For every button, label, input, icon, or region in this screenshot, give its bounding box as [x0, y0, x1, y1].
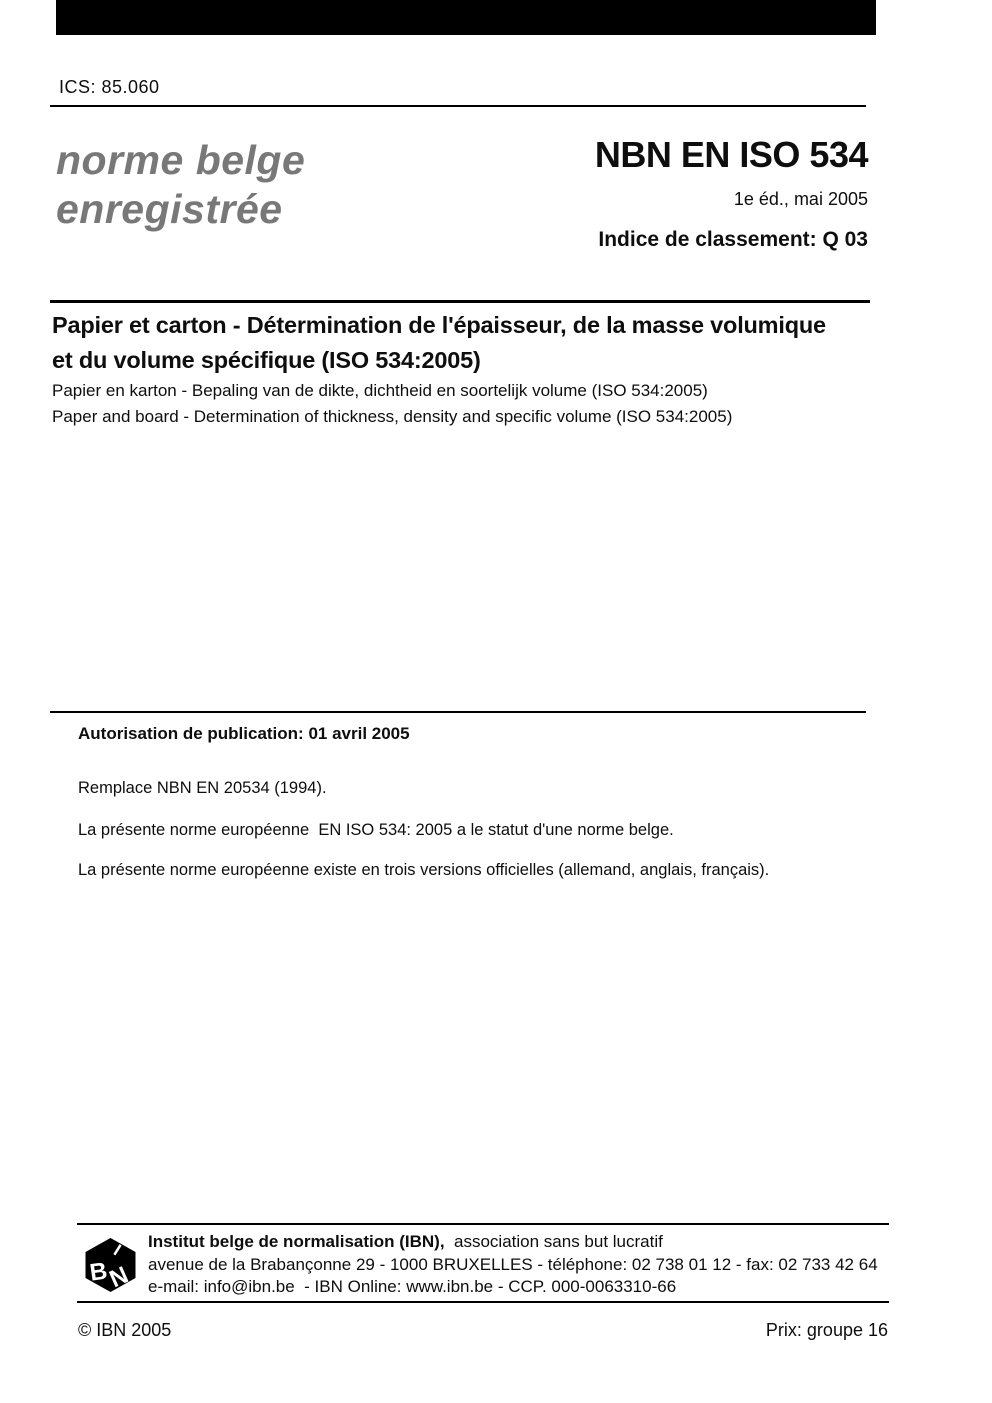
publisher-contact: e-mail: info@ibn.be - IBN Online: www.ibn.be - CCP. 000-0063310-66	[148, 1277, 677, 1296]
footer-bottom-rule	[77, 1301, 889, 1303]
status-line-1: norme belge	[56, 137, 306, 183]
ibn-logo-letter-n: N	[105, 1261, 133, 1293]
title-fr-line-1: Papier et carton - Détermination de l'épaisseur, de la masse volumique	[52, 312, 826, 338]
footer-top-rule	[77, 1223, 889, 1225]
classification-index: Indice de classement: Q 03	[598, 228, 868, 251]
publisher-block	[148, 1231, 878, 1299]
title-rule	[50, 300, 870, 303]
title-fr	[52, 308, 826, 378]
status-line-2: enregistrée	[56, 186, 283, 232]
ibn-cube-icon	[84, 1237, 137, 1293]
authorization-date: Autorisation de publication: 01 avril 2005	[78, 724, 410, 743]
ics-code: ICS: 85.060	[59, 77, 160, 97]
publisher-org-type: association sans but lucratif	[444, 1232, 663, 1251]
publisher-address: avenue de la Brabançonne 29 - 1000 BRUXELLES - téléphone: 02 738 01 12 - fax: 02 733 42 64	[148, 1254, 878, 1274]
copyright-notice: © IBN 2005	[78, 1320, 172, 1340]
standard-number: NBN EN ISO 534	[594, 134, 868, 175]
price-group: Prix: groupe 16	[765, 1320, 888, 1340]
document-status	[56, 136, 305, 234]
title-nl: Papier en karton - Bepaling van de dikte, dichtheid en soortelijk volume (ISO 534:2005)	[52, 381, 708, 400]
authorization-rule	[50, 711, 866, 713]
top-registration-bar	[56, 0, 876, 35]
versions-note: La présente norme européenne existe en trois versions officielles (allemand, anglais, français).	[78, 861, 770, 879]
edition-date: 1e éd., mai 2005	[733, 189, 868, 209]
publisher-org-line	[148, 1231, 878, 1254]
status-note: La présente norme européenne EN ISO 534: 2005 a le statut d'une norme belge.	[78, 821, 674, 839]
title-en: Paper and board - Determination of thickness, density and specific volume (ISO 534:2005)	[52, 407, 733, 426]
ibn-logo-letter-b: B	[88, 1257, 110, 1287]
replacement-note: Remplace NBN EN 20534 (1994).	[78, 779, 327, 797]
header-rule	[50, 105, 866, 107]
publisher-org-name: Institut belge de normalisation (IBN),	[148, 1232, 445, 1251]
ibn-logo-letter-i: I	[110, 1240, 125, 1260]
ibn-logo	[84, 1237, 137, 1293]
title-fr-line-2: et du volume spécifique (ISO 534:2005)	[52, 347, 481, 373]
